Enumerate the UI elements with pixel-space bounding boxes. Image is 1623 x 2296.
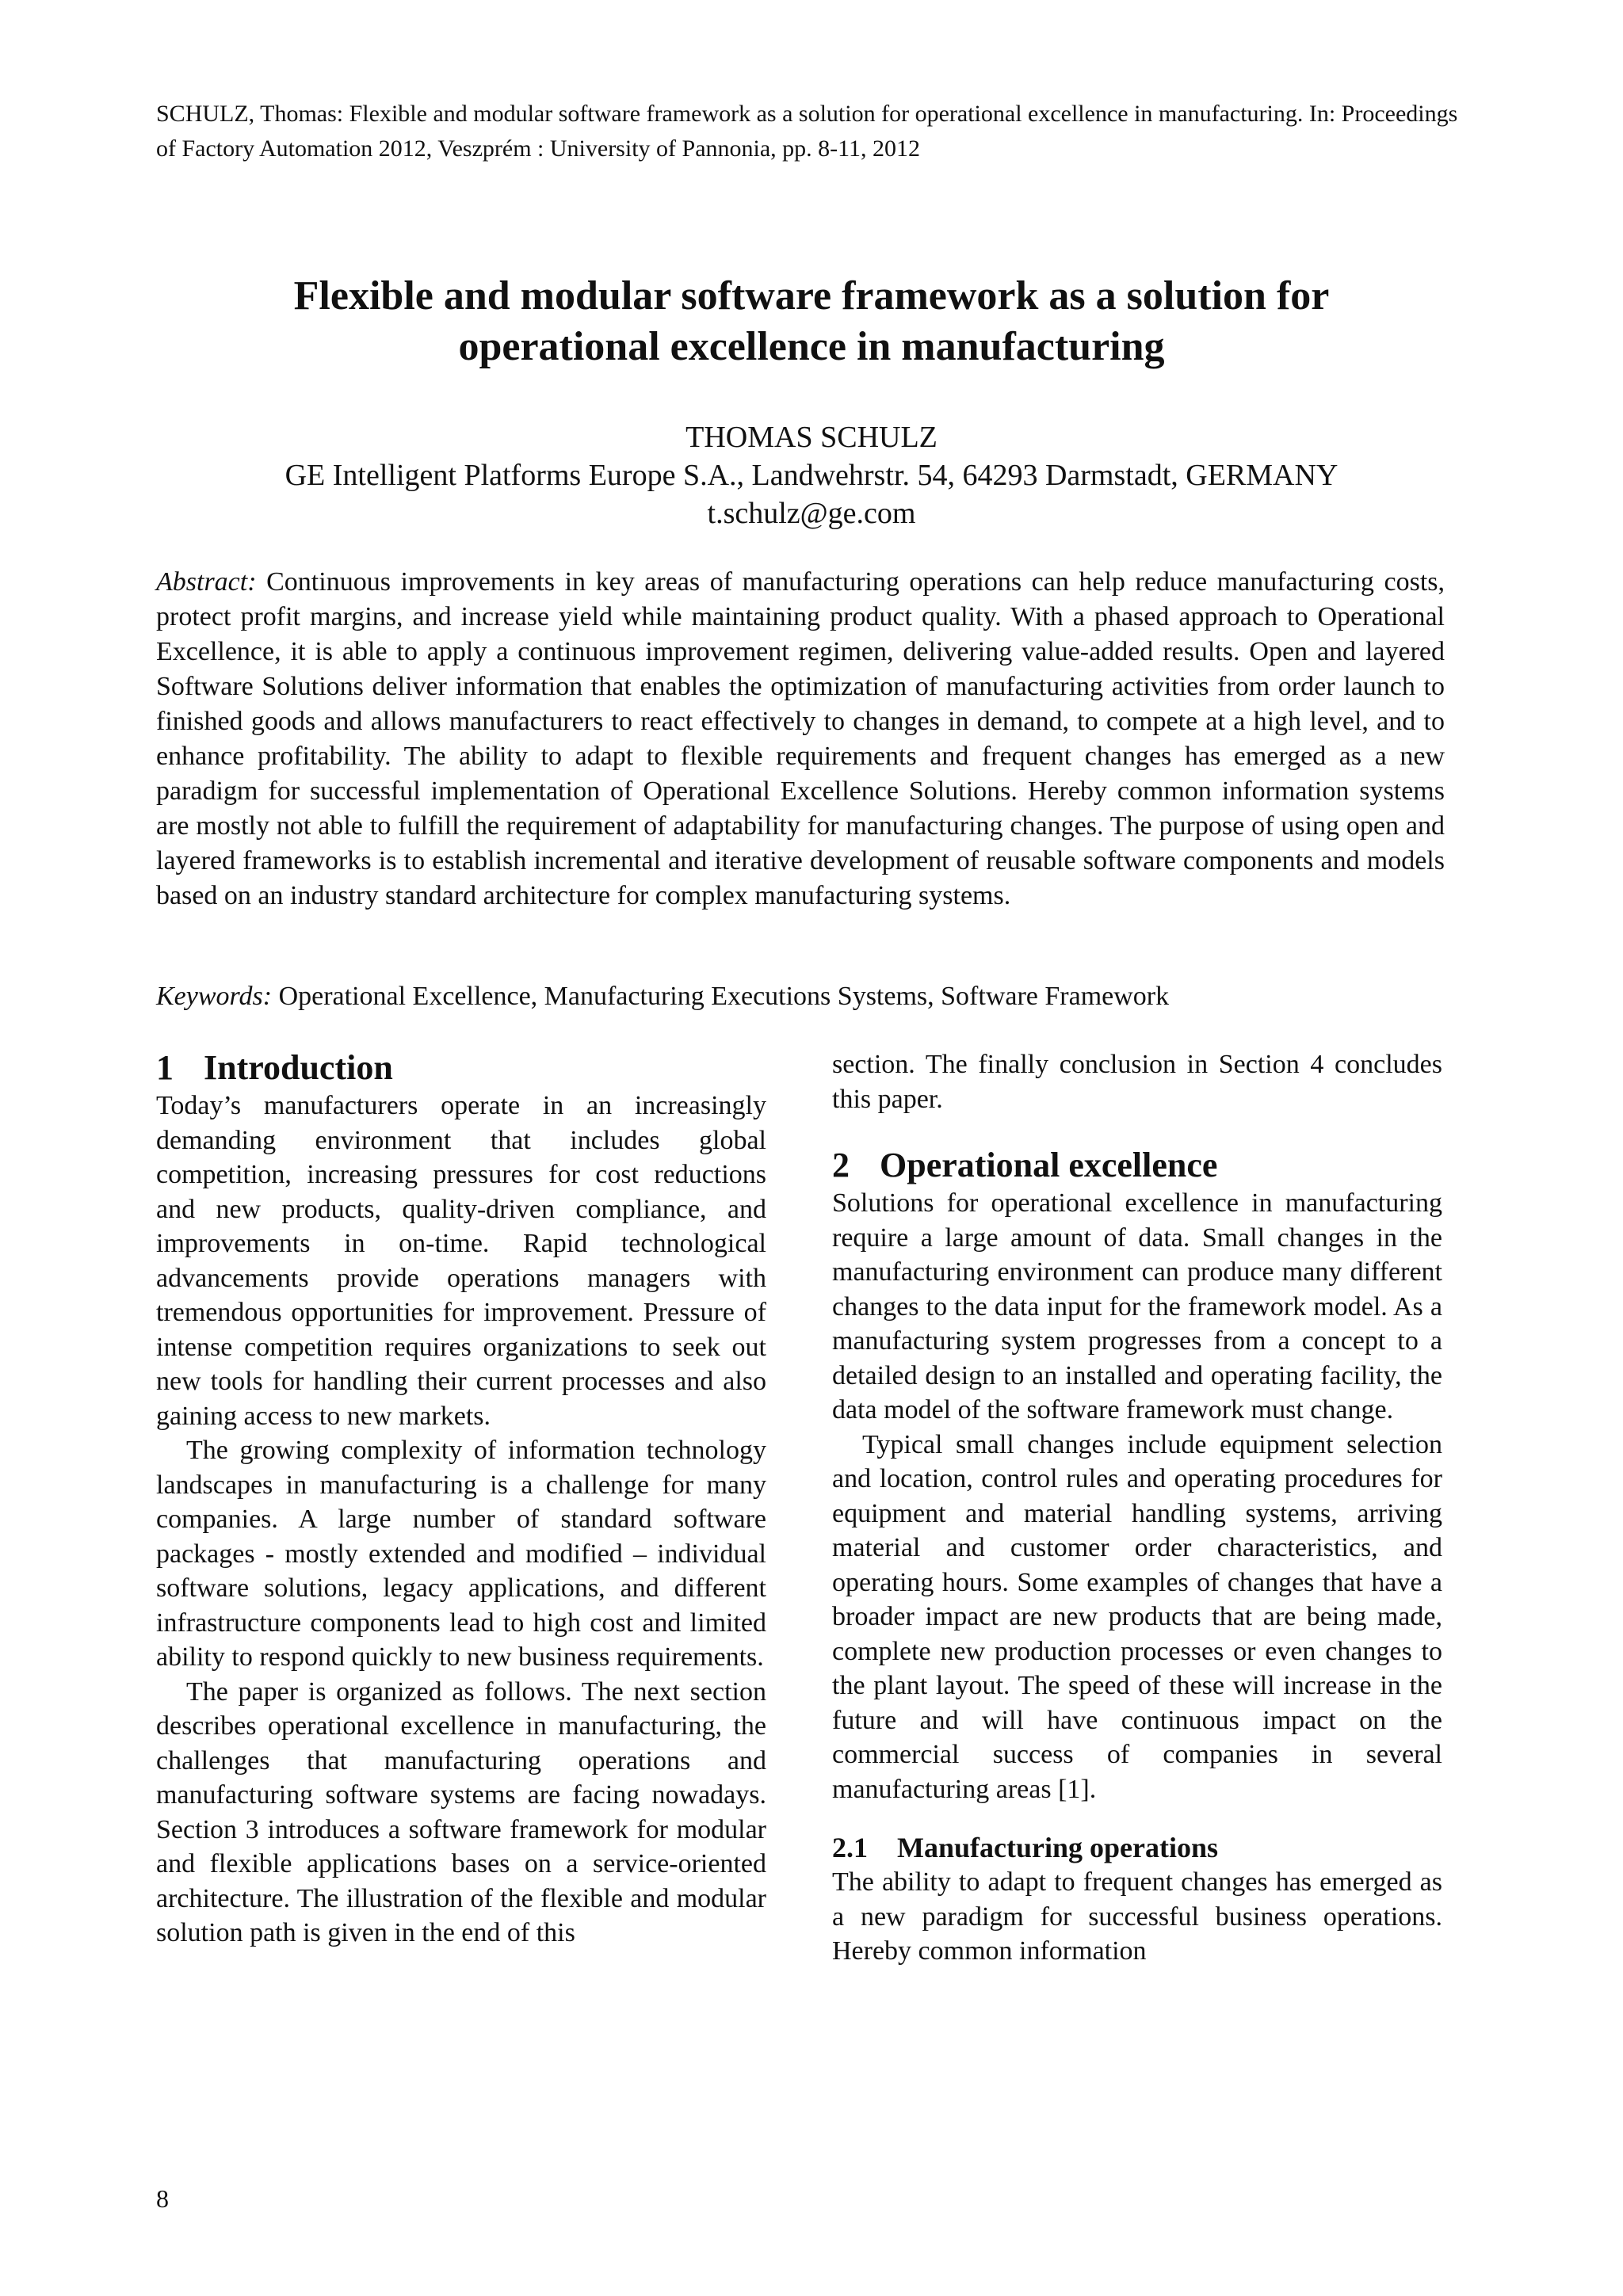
title-line-2: operational excellence in manufacturing [458, 324, 1165, 369]
author-block [151, 418, 1472, 532]
page-number: 8 [156, 2184, 169, 2213]
section-1-paragraph-2: The growing complexity of information technology landscapes in manufacturing is a challenge for many companies. A large number of standard software packages - mostly extended and modified – individual software solutions, legacy applications, and different infrastructure components lead to high cost and limited ability to respond quickly to new business requirements. [156, 1436, 766, 1672]
section-2-1-heading [832, 1830, 1442, 1865]
citation-header: SCHULZ, Thomas: Flexible and modular software framework as a solution for operational excellence in manufacturing. In: Proceedings of Factory Automation 2012, Veszprém : University of Pannonia, pp. 8-11, 2012 [156, 101, 1458, 162]
section-2-heading [832, 1145, 1442, 1186]
title-line-1: Flexible and modular software framework as a solution for [293, 273, 1330, 318]
section-1-paragraph-3-continued: section. The finally conclusion in Section 4 concludes this paper. [832, 1050, 1442, 1114]
section-1-number: 1 [156, 1048, 174, 1087]
keywords-text: Operational Excellence, Manufacturing Executions Systems, Software Framework [278, 982, 1170, 1011]
author-name: THOMAS SCHULZ [685, 421, 938, 454]
section-1-paragraph-1: Today’s manufacturers operate in an increasingly demanding environment that includes global competition, increasing pressures for cost reductions and new products, quality-driven compliance, and improvements in on-time. Rapid technological advancements provide operations managers with tremendous opportunities for improvement. Pressure of intense competition requires organizations to seek out new tools for handling their current processes and also gaining access to new markets. [156, 1091, 766, 1431]
keywords [156, 979, 1445, 1014]
left-column [156, 1047, 766, 1951]
keywords-label: Keywords: [156, 982, 273, 1011]
paper-title [151, 271, 1472, 372]
section-1-title: Introduction [204, 1048, 393, 1087]
section-2-number: 2 [832, 1146, 850, 1184]
section-2-1-title: Manufacturing operations [897, 1832, 1218, 1863]
section-2-1-number: 2.1 [832, 1832, 868, 1863]
section-1-heading [156, 1047, 766, 1089]
abstract-label: Abstract: [156, 567, 257, 597]
section-2-title: Operational excellence [880, 1146, 1218, 1184]
abstract-text: Continuous improvements in key areas of manufacturing operations can help reduce manufacturing costs, protect profit margins, and increase yield while maintaining product quality. With a phased approach to Operational Excellence, it is able to apply a continuous improvement regimen, delivering value-added results. Open and layered Software Solutions deliver information that enables the optimization of manufacturing activities from order launch to finished goods and allows manufacturers to react effectively to changes in demand, to compete at a high level, and to enhance profitability. The ability to adapt to flexible requirements and frequent changes has emerged as a new paradigm for successful implementation of Operational Excellence Solutions. Hereby common information systems are mostly not able to fulfill the requirement of adaptability for manufacturing changes. The purpose of using open and layered frameworks is to establish incremental and iterative development of reusable software components and models based on an industry standard architecture for complex manufacturing systems. [156, 567, 1445, 910]
section-2-paragraph-2: Typical small changes include equipment selection and location, control rules and operating procedures for equipment and material handling systems, arriving material and customer order characteristics, and operating hours. Some examples of changes that have a broader impact are new products that are being made, complete new production processes or even changes to the plant layout. The speed of these will increase in the future and will have continuous impact on the commercial success of companies in several manufacturing areas [1]. [832, 1429, 1442, 1804]
abstract [156, 565, 1445, 913]
section-2-paragraph-1: Solutions for operational excellence in manufacturing require a large amount of data. Small changes in the manufacturing environment can produce many different changes to the data input for the framework model. As a manufacturing system progresses from a concept to a detailed design to an installed and operating facility, the data model of the software framework must change. [832, 1188, 1442, 1425]
right-column [832, 1047, 1442, 1969]
section-2-1-paragraph-1: The ability to adapt to frequent changes has emerged as a new paradigm for successful business operations. Hereby common information [832, 1867, 1442, 1966]
author-affiliation: GE Intelligent Platforms Europe S.A., Landwehrstr. 54, 64293 Darmstadt, GERMANY [285, 459, 1338, 492]
author-email: t.schulz@ge.com [707, 497, 916, 530]
section-1-paragraph-3: The paper is organized as follows. The next section describes operational excellence in manufacturing, the challenges that manufacturing operations and manufacturing software systems are facing nowadays. Section 3 introduces a software framework for modular and flexible applications bases on a service-oriented architecture. The illustration of the flexible and modular solution path is given in the end of this [156, 1676, 766, 1947]
